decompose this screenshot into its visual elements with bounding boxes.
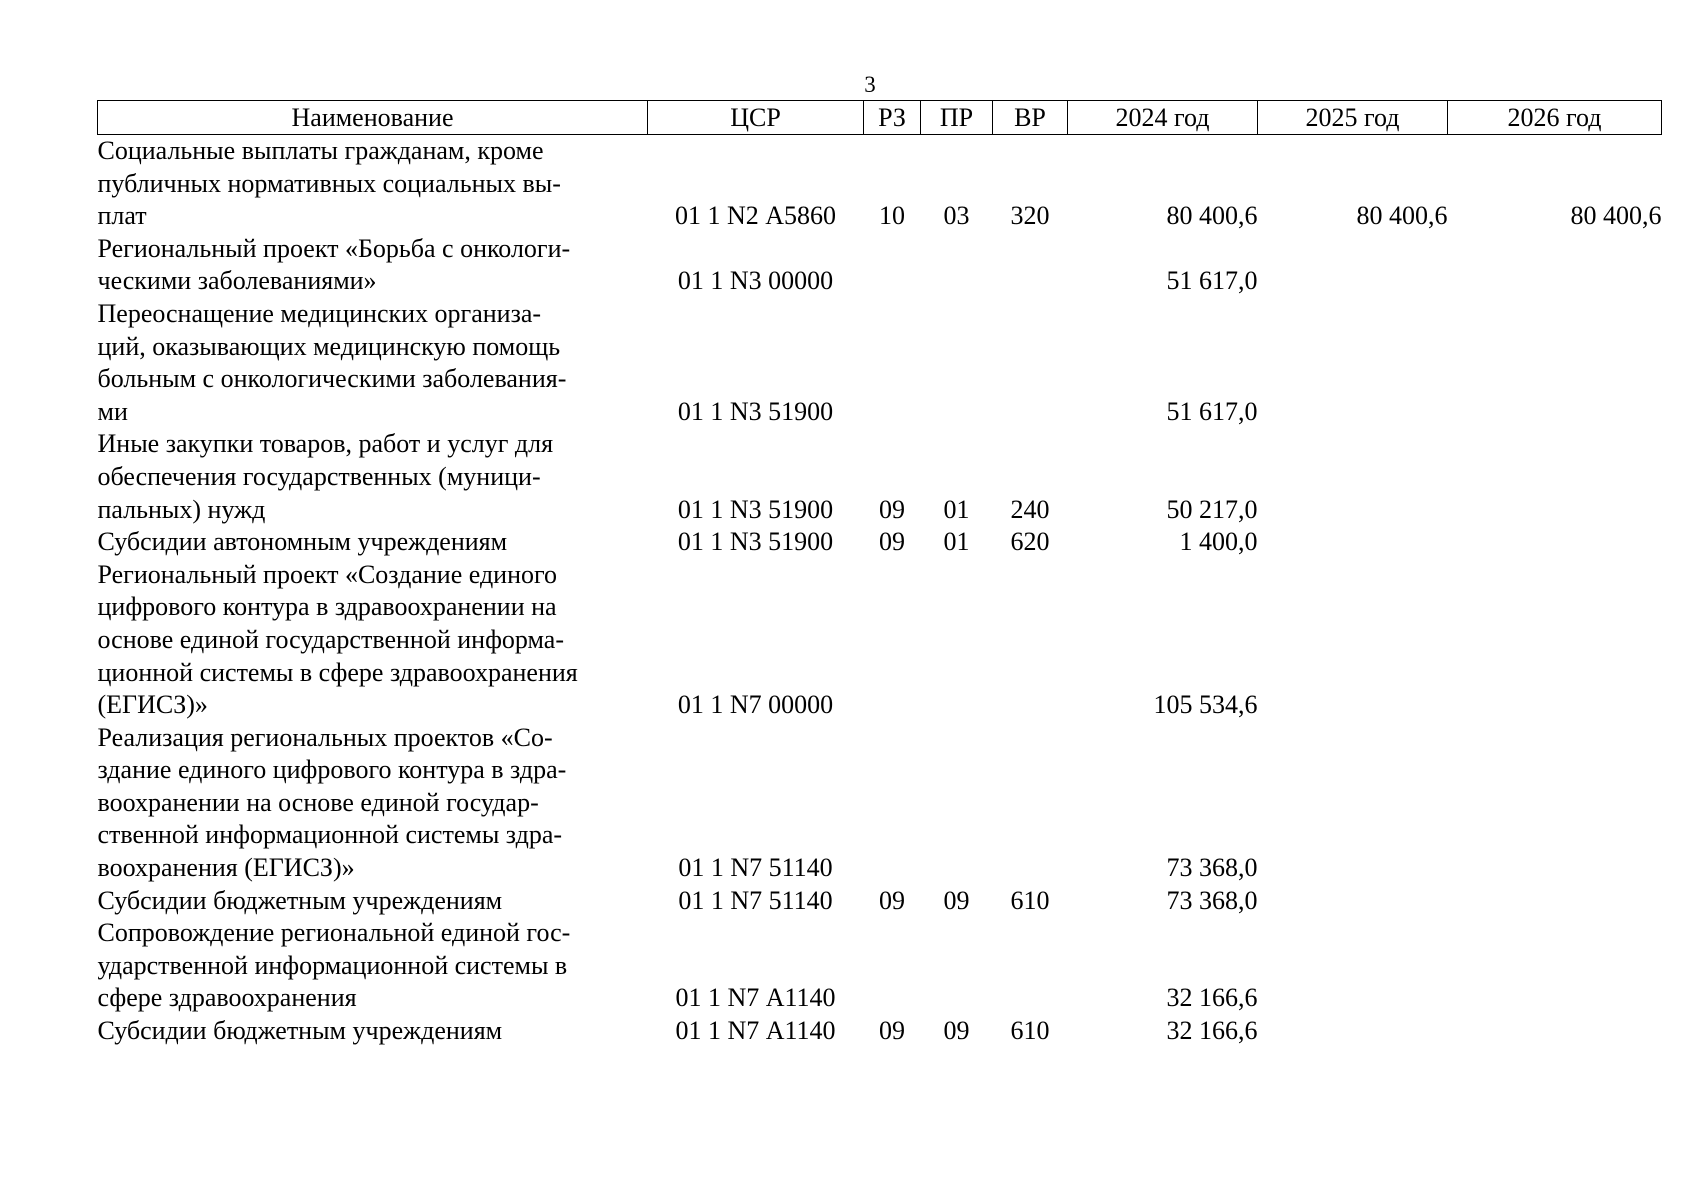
column-header-name: Наименование: [98, 101, 648, 135]
table-body: [98, 135, 1662, 1048]
table-row: [98, 722, 1662, 885]
name-line: сфере здравоохранения: [97, 983, 357, 1013]
cell-csr: 01 1 N7 00000: [677, 690, 834, 720]
cell-2024: 1 400,0: [1179, 527, 1258, 557]
cell-name: [98, 885, 648, 918]
cell-2024: 80 400,6: [1166, 201, 1258, 231]
name-line: Иные закупки товаров, работ и услуг для: [97, 429, 554, 459]
cell-2026: 80 400,6: [1570, 201, 1662, 231]
cell-vr: [993, 917, 1068, 1015]
cell-2025: [1258, 233, 1448, 298]
table-row: [98, 298, 1662, 428]
cell-name: [98, 428, 648, 526]
name-line: Социальные выплаты гражданам, кроме: [97, 136, 544, 165]
cell-vr: [993, 559, 1068, 722]
cell-csr: 01 1 N3 51900: [677, 396, 834, 426]
table-row: [98, 559, 1662, 722]
table-row: [98, 233, 1662, 298]
cell-pr: [921, 298, 993, 428]
cell-vr: [993, 233, 1068, 298]
cell-name: [98, 233, 648, 298]
name-line: плат: [97, 201, 147, 231]
cell-name: [98, 917, 648, 1015]
column-header-csr: ЦСР: [648, 101, 864, 135]
cell-pr: 01: [943, 494, 970, 524]
cell-pr: 01: [943, 527, 970, 557]
cell-pr: 09: [943, 1016, 970, 1046]
cell-pr: 03: [943, 201, 970, 231]
name-line: основе единой государственной информа-: [97, 624, 564, 654]
table-row: [98, 1015, 1662, 1048]
cell-rz: [864, 722, 921, 885]
cell-2024: 73 368,0: [1166, 853, 1258, 883]
table-row: [98, 135, 1662, 233]
cell-csr: 01 1 N7 51140: [678, 853, 833, 883]
cell-2026: [1448, 885, 1662, 918]
cell-2024: 32 166,6: [1166, 1016, 1258, 1046]
table-row: [98, 526, 1662, 559]
cell-2025: [1258, 428, 1448, 526]
page-number: 3: [864, 72, 876, 97]
cell-rz: 09: [879, 885, 905, 915]
column-header-2026: 2026 год: [1448, 101, 1662, 135]
cell-name: [98, 298, 648, 428]
table-row: [98, 917, 1662, 1015]
cell-2024: 32 166,6: [1166, 983, 1258, 1013]
cell-2025: [1258, 1015, 1448, 1048]
column-header-2024: 2024 год: [1068, 101, 1258, 135]
cell-pr: [921, 722, 993, 885]
cell-2024: 50 217,0: [1166, 494, 1258, 524]
name-line: обеспечения государственных (муници-: [97, 461, 541, 491]
cell-2026: [1448, 233, 1662, 298]
column-header-pr: ПР: [921, 101, 993, 135]
name-line: Субсидии бюджетным учреждениям: [97, 885, 503, 915]
cell-name: [98, 135, 648, 233]
cell-2026: [1448, 1015, 1662, 1048]
cell-2025: [1258, 298, 1448, 428]
name-line: Реализация региональных проектов «Со-: [97, 722, 553, 752]
cell-2025: [1258, 885, 1448, 918]
cell-rz: 10: [879, 201, 905, 231]
name-line: публичных нормативных социальных вы-: [97, 168, 561, 198]
cell-csr: 01 1 N2 А5860: [674, 201, 837, 231]
cell-vr: 610: [1010, 1016, 1050, 1046]
column-header-2025: 2025 год: [1258, 101, 1448, 135]
cell-2025: 80 400,6: [1356, 201, 1448, 231]
name-line: (ЕГИСЗ)»: [97, 690, 208, 720]
cell-2026: [1448, 428, 1662, 526]
name-line: воохранении на основе единой государ-: [97, 787, 539, 817]
cell-vr: 620: [1010, 527, 1050, 557]
cell-csr: 01 1 N3 51900: [677, 527, 834, 557]
cell-rz: [864, 559, 921, 722]
cell-2024: 51 617,0: [1166, 396, 1258, 426]
name-line: Переоснащение медицинских организа-: [97, 298, 542, 328]
cell-rz: [864, 233, 921, 298]
cell-2025: [1258, 559, 1448, 722]
name-line: Субсидии бюджетным учреждениям: [97, 1016, 503, 1046]
cell-name: [98, 722, 648, 885]
cell-vr: [993, 298, 1068, 428]
cell-csr: 01 1 N7 А1140: [675, 1016, 836, 1046]
budget-table: [97, 100, 1662, 1048]
cell-pr: [921, 233, 993, 298]
cell-csr: 01 1 N3 00000: [677, 266, 834, 296]
name-line: Региональный проект «Создание единого: [97, 559, 558, 589]
cell-rz: 09: [879, 1016, 905, 1046]
cell-name: [98, 1015, 648, 1048]
cell-pr: [921, 559, 993, 722]
cell-2026: [1448, 917, 1662, 1015]
name-line: пальных) нужд: [97, 494, 266, 524]
column-header-vr: ВР: [993, 101, 1068, 135]
cell-2025: [1258, 917, 1448, 1015]
cell-2026: [1448, 526, 1662, 559]
name-line: воохранения (ЕГИСЗ)»: [97, 853, 355, 883]
cell-rz: [864, 917, 921, 1015]
cell-2024: 73 368,0: [1166, 885, 1258, 915]
table-row: [98, 885, 1662, 918]
name-line: ми: [97, 396, 128, 426]
name-line: ческими заболеваниями»: [97, 266, 377, 296]
cell-name: [98, 559, 648, 722]
name-line: цифрового контура в здравоохранении на: [97, 592, 557, 622]
cell-csr: 01 1 N3 51900: [677, 494, 834, 524]
cell-csr: 01 1 N7 А1140: [675, 983, 836, 1013]
cell-csr: 01 1 N7 51140: [678, 885, 833, 915]
cell-2024: 105 534,6: [1153, 690, 1258, 720]
cell-vr: 240: [1010, 494, 1050, 524]
cell-vr: 610: [1010, 885, 1050, 915]
name-line: Субсидии автономным учреждениям: [97, 527, 508, 557]
cell-2024: 51 617,0: [1166, 266, 1258, 296]
cell-pr: 09: [943, 885, 970, 915]
cell-vr: [993, 722, 1068, 885]
name-line: Сопровождение региональной единой гос-: [97, 918, 571, 948]
cell-rz: 09: [879, 494, 905, 524]
cell-2026: [1448, 559, 1662, 722]
name-line: Региональный проект «Борьба с онкологи-: [97, 233, 571, 263]
cell-rz: 09: [879, 527, 905, 557]
table-header-row: [98, 101, 1662, 135]
name-line: ций, оказывающих медицинскую помощь: [97, 331, 561, 361]
cell-name: [98, 526, 648, 559]
cell-rz: [864, 298, 921, 428]
name-line: ударственной информационной системы в: [97, 950, 568, 980]
cell-2025: [1258, 526, 1448, 559]
cell-pr: [921, 917, 993, 1015]
name-line: больным с онкологическими заболевания-: [97, 364, 567, 394]
cell-2026: [1448, 722, 1662, 885]
cell-2026: [1448, 298, 1662, 428]
name-line: здание единого цифрового контура в здра-: [97, 755, 567, 785]
cell-vr: 320: [1010, 201, 1050, 231]
name-line: ционной системы в сфере здравоохранения: [97, 657, 578, 687]
cell-2025: [1258, 722, 1448, 885]
name-line: ственной информационной системы здра-: [97, 820, 563, 850]
column-header-rz: РЗ: [864, 101, 921, 135]
table-row: [98, 428, 1662, 526]
